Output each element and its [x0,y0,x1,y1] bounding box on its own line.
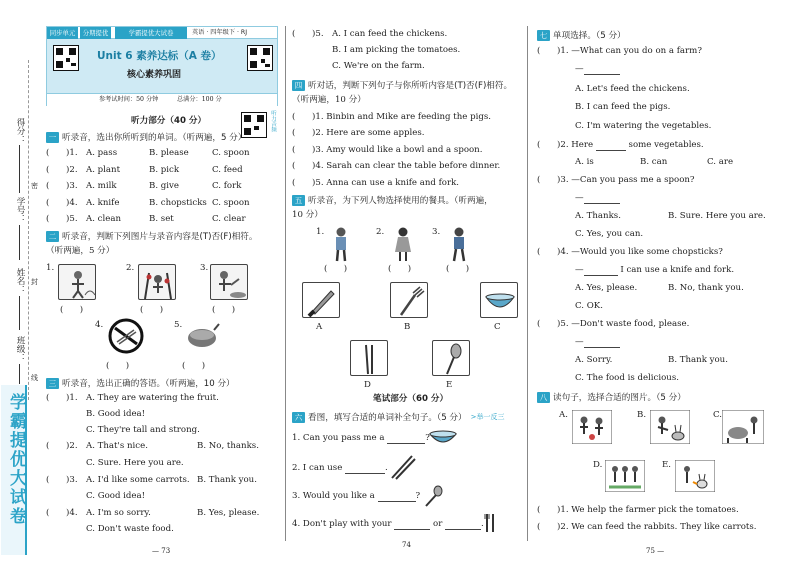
tag-right: 分期提优 [80,27,111,39]
seal-feng: 封 [31,278,38,286]
knife-picture [302,282,340,318]
seal-xian: 线 [31,374,38,382]
subject-line: 英语 · 四年级下 · RJ [192,29,248,36]
spoon-picture [432,340,470,376]
section-4-sub: （听两遍，10 分） [292,95,366,105]
section-5-sub: 10 分） [292,210,323,220]
fork-picture [390,282,428,318]
seal-mi: 密 [31,182,38,190]
section-2-heading: 二 听录音，判断下列图片与录音内容是(T)否(F)相符。 [46,230,257,242]
audio-qr-caption: 听力音频 [270,110,276,132]
qr-code-right [247,45,273,71]
qr-code-left [53,45,79,71]
section-8-heading: 八 读句子，选择合适的图片。（5 分） [537,391,686,403]
binding-margin [0,0,40,566]
section-6-heading: 六 看图，填写合适的单词补全句子。（5 分） >举一反三 [292,411,504,423]
student-id-label: 学号： [15,197,25,223]
series-title: 学霸提优大试卷 [115,27,187,39]
unit-subtitle: 核心素养巩固 [127,70,182,80]
bowl-picture [480,282,518,318]
page-number-75: 75 — [646,547,665,555]
unit-title: Unit 6 素养达标（A 卷） [97,50,222,62]
full-score: 总满分：100 分 [177,96,222,103]
name-label: 姓名： [15,268,25,294]
chopsticks-picture [350,340,388,376]
class-label: 班级： [15,336,25,362]
page-number-73: — 73 [152,547,171,555]
section-3-heading: 三 听录音，选出正确的答语。（听两遍，10 分） [46,377,235,389]
page-number-74: 74 [402,541,411,549]
written-title: 笔试部分（60 分） [373,394,449,404]
section-1-heading: 一 听录音，选出你所听到的单词。（听两遍，5 分） [46,131,246,143]
tag-left: 同步单元 [47,27,78,39]
score-label: 得分： [15,118,25,144]
unit-header [46,26,278,106]
section-4-heading: 四 听对话，判断下列句子与你所听内容是(T)否(F)相符。 [292,79,512,91]
brand-vertical: 学霸提优大试卷 [1,385,27,555]
listening-title: 听力部分（40 分） [131,116,207,126]
section-7-heading: 七 单项选择。（5 分） [537,29,626,41]
exam-time: 参考试时间：50 分钟 [99,96,159,103]
section-2-sub: （听两遍，5 分） [46,246,115,256]
section-5-heading: 五 听录音，为下列人物选择使用的餐具。（听两遍， [292,194,493,206]
